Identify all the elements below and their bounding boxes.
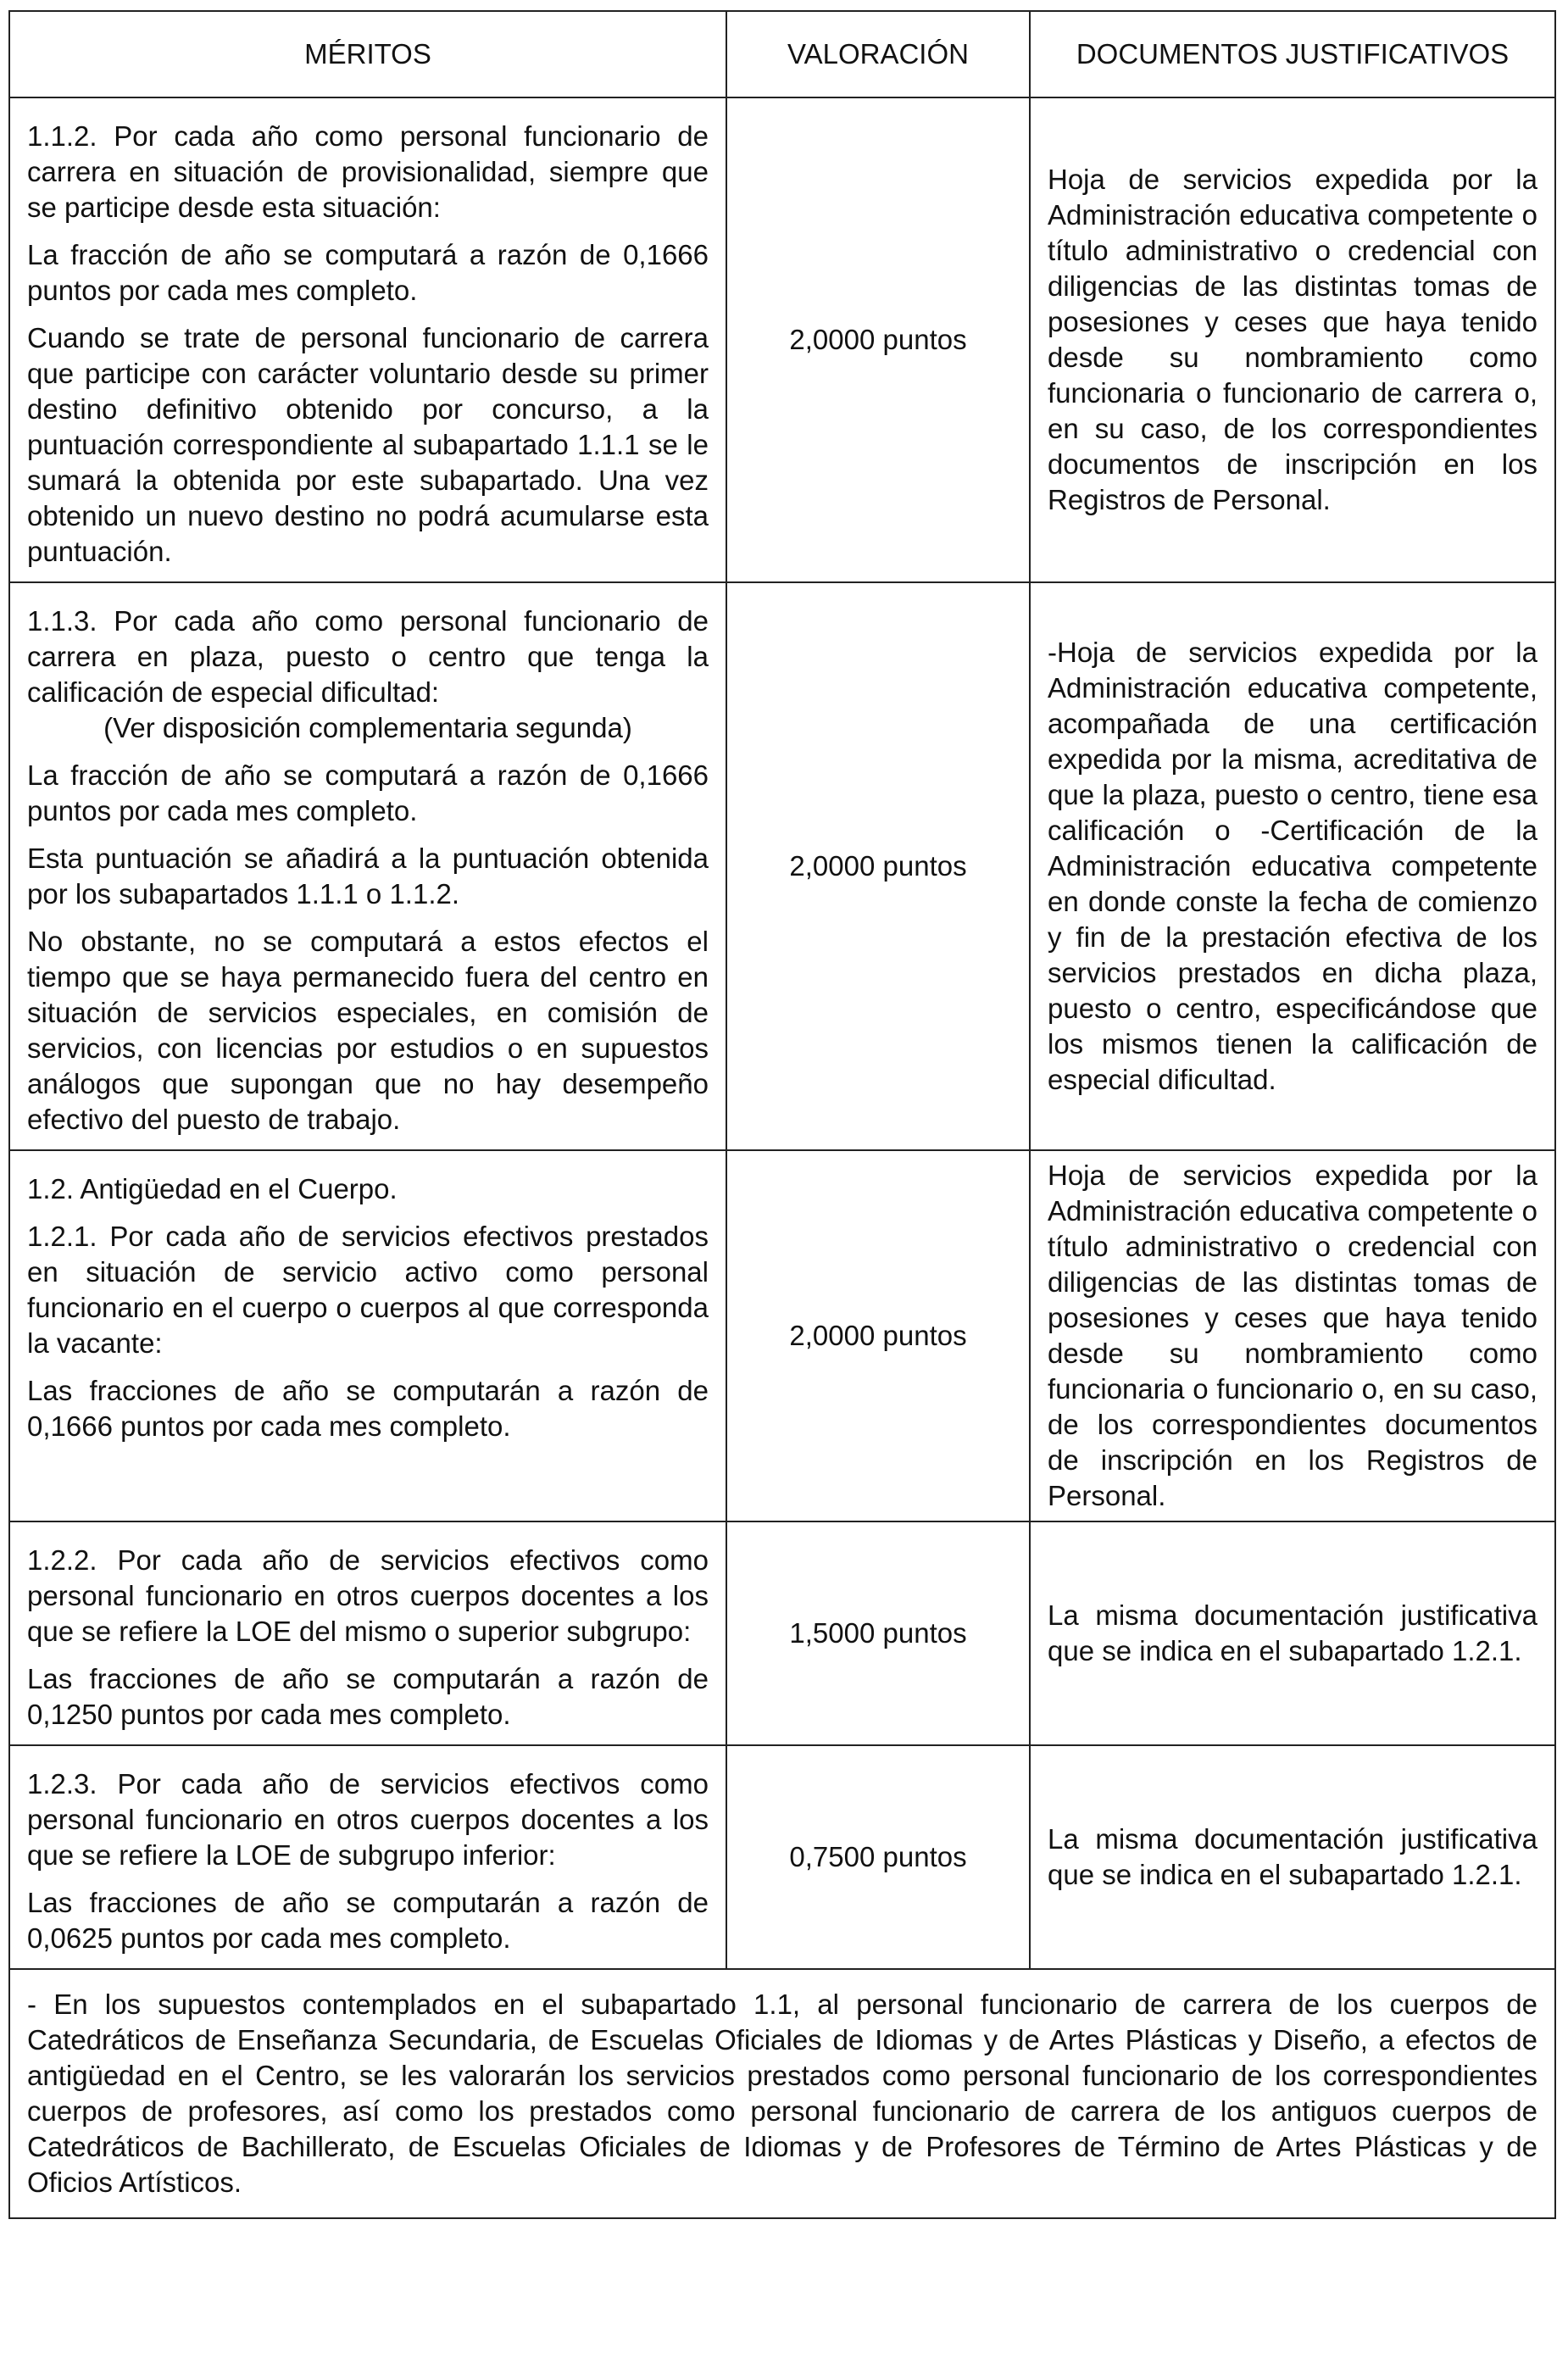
merit-cell (9, 1521, 726, 1745)
valoracion-cell: 2,0000 puntos (726, 97, 1030, 582)
header-valoracion: VALORACIÓN (726, 11, 1030, 97)
merit-paragraph: Esta puntuación se añadirá a la puntuación obtenida por los subapartados 1.1.1 o 1.1.2. (27, 843, 709, 909)
table-header-row (9, 11, 1555, 97)
document-page (8, 10, 1554, 2219)
footnote: - En los supuestos contemplados en el subapartado 1.1, al personal funcionario de carrera de los cuerpos de Catedráticos de Enseñanza Secundaria, de Escuelas Oficiales de Idiomas y de Artes Plásticas y Diseño, a efectos de antigüedad en el Centro, se les valorarán los servicios prestados como personal funcionario de los correspondientes cuerpos de profesores, así como los prestados como personal funcionario de carrera de los antiguos cuerpos de Catedráticos de Bachillerato, de Escuelas Oficiales de Idiomas y de Profesores de Término de Artes Plásticas y de Oficios Artísticos. (9, 1969, 1555, 2218)
table-row (9, 582, 1555, 1150)
footnote-row (9, 1969, 1555, 2218)
header-documentos: DOCUMENTOS JUSTIFICATIVOS (1030, 11, 1555, 97)
merit-paragraph: Las fracciones de año se computarán a razón de 0,0625 puntos por cada mes completo. (27, 1887, 709, 1954)
table-row (9, 97, 1555, 582)
merit-paragraph: La fracción de año se computará a razón de 0,1666 puntos por cada mes completo. (27, 759, 709, 826)
valoracion-cell: 2,0000 puntos (726, 582, 1030, 1150)
valoracion-cell: 0,7500 puntos (726, 1745, 1030, 1969)
table-row (9, 1150, 1555, 1521)
documentos-cell: -Hoja de servicios expedida por la Administración educativa competente, acompañada de una certificación expedida por la misma, acreditativa de que la plaza, puesto o centro, tiene esa calificación o -Certificación de la Administración educativa competente en donde conste la fecha de comienzo y fin de la prestación efectiva de los servicios prestados en dicha plaza, puesto o centro, especificándose que los mismos tienen la calificación de especial dificultad. (1030, 582, 1555, 1150)
merits-table (8, 10, 1556, 2219)
merit-paragraph: 1.1.3. Por cada año como personal funcionario de carrera en plaza, puesto o centro que tenga la calificación de especial dificultad: (27, 605, 709, 708)
merit-paragraph: 1.2. Antigüedad en el Cuerpo. (27, 1173, 398, 1204)
table-row (9, 1745, 1555, 1969)
merit-paragraph: No obstante, no se computará a estos efectos el tiempo que se haya permanecido fuera del centro en situación de servicios especiales, en comisión de servicios, con licencias por estudios o en supuestos análogos que supongan que no hay desempeño efectivo del puesto de trabajo. (27, 926, 709, 1135)
merit-cell (9, 582, 726, 1150)
merit-paragraph: 1.2.1. Por cada año de servicios efectivos prestados en situación de servicio activo como personal funcionario en el cuerpo o cuerpos al que corresponda la vacante: (27, 1221, 709, 1359)
documentos-cell: La misma documentación justificativa que se indica en el subapartado 1.2.1. (1030, 1521, 1555, 1745)
merit-paragraph: 1.1.2. Por cada año como personal funcionario de carrera en situación de provisionalidad, siempre que se participe desde esta situación: (27, 120, 709, 223)
merit-paragraph: La fracción de año se computará a razón de 0,1666 puntos por cada mes completo. (27, 239, 709, 306)
merit-paragraph: 1.2.3. Por cada año de servicios efectivos como personal funcionario en otros cuerpos docentes a los que se refiere la LOE de subgrupo inferior: (27, 1768, 709, 1871)
valoracion-cell: 1,5000 puntos (726, 1521, 1030, 1745)
table-row (9, 1521, 1555, 1745)
merit-paragraph: 1.2.2. Por cada año de servicios efectivos como personal funcionario en otros cuerpos docentes a los que se refiere la LOE del mismo o superior subgrupo: (27, 1544, 709, 1647)
documentos-cell: Hoja de servicios expedida por la Administración educativa competente o título administrativo o credencial con diligencias de las distintas tomas de posesiones y ceses que haya tenido desde su nombramiento como funcionaria o funcionario de carrera o, en su caso, de los correspondientes documentos de inscripción en los Registros de Personal. (1030, 97, 1555, 582)
merit-cell (9, 97, 726, 582)
merit-cell (9, 1745, 726, 1969)
merit-cell (9, 1150, 726, 1521)
header-meritos: MÉRITOS (9, 11, 726, 97)
merit-paragraph: Cuando se trate de personal funcionario de carrera que participe con carácter voluntario desde su primer destino definitivo obtenido por concurso, a la puntuación correspondiente al subapartado 1.1.1 se le sumará la obtenida por este subapartado. Una vez obtenido un nuevo destino no podrá acumularse esta puntuación. (27, 322, 709, 567)
valoracion-cell: 2,0000 puntos (726, 1150, 1030, 1521)
documentos-cell: Hoja de servicios expedida por la Administración educativa competente o título administrativo o credencial con diligencias de las distintas tomas de posesiones y ceses que haya tenido desde su nombramiento como funcionaria o funcionario o, en su caso, de los correspondientes documentos de inscripción en los Registros de Personal. (1030, 1150, 1555, 1521)
merit-note: (Ver disposición complementaria segunda) (103, 712, 632, 743)
merit-paragraph: Las fracciones de año se computarán a razón de 0,1666 puntos por cada mes completo. (27, 1375, 709, 1442)
merit-paragraph: Las fracciones de año se computarán a razón de 0,1250 puntos por cada mes completo. (27, 1663, 709, 1730)
documentos-cell: La misma documentación justificativa que se indica en el subapartado 1.2.1. (1030, 1745, 1555, 1969)
